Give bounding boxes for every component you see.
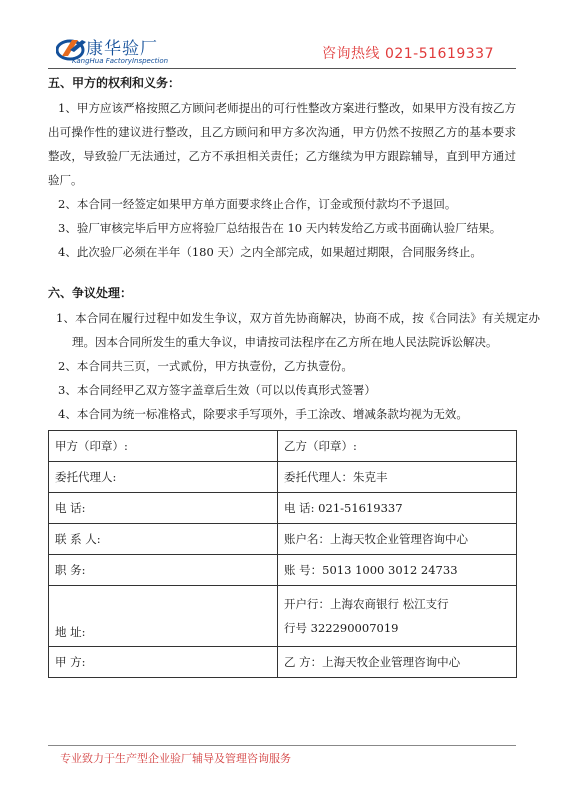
section-6-item-3: 3、本合同经甲乙双方签字盖章后生效（可以以传真形式签署） [58,383,376,397]
party-a-contact-cell: 联 系 人: [49,524,278,555]
section-5-title: 五、甲方的权利和义务： [48,76,181,90]
logo-chinese-name: 康华验厂 [86,39,158,59]
table-row [49,493,517,524]
party-b-agent-cell: 委托代理人：朱克丰 [278,462,517,493]
party-b-name-cell: 乙 方：上海天牧企业管理咨询中心 [278,647,517,678]
bank-code: 行号 322290007019 [284,621,399,635]
hotline-number: 咨询热线 021-51619337 [322,46,494,62]
party-b-bank-cell [278,586,517,647]
page-header [0,0,565,72]
section-6-item-1: 1、本合同在履行过程中如发生争议，双方首先协商解决，协商不成，按《合同法》有关规定办理。因本合同所发生的重大争议，申请按司法程序在乙方所在地人民法院诉讼解决。 [56,311,540,349]
table-row [49,555,517,586]
party-b-seal-cell: 乙方（印章）: [278,431,517,462]
table-row [49,647,517,678]
bank-name: 开户行：上海农商银行 松江支行 [284,597,449,611]
section-5-item-4: 4、此次验厂必须在半年（180 天）之内全部完成，如果超过期限，合同服务终止。 [58,245,482,259]
footer-slogan: 专业致力于生产型企业验厂辅导及管理咨询服务 [60,752,291,765]
party-a-name-cell: 甲 方: [49,647,278,678]
section-6-title: 六、争议处理： [48,286,133,300]
section-6-item-4: 4、本合同为统一标准格式，除要求手写项外，手工涂改、增减条款均视为无效。 [58,407,468,421]
footer-divider [48,745,516,746]
signature-table [48,430,517,678]
table-row [49,462,517,493]
table-row [49,431,517,462]
section-5-item-1: 1、甲方应该严格按照乙方顾问老师提出的可行性整改方案进行整改，如果甲方没有按乙方出可操作性的建议进行整改，且乙方顾问和甲方多次沟通，甲方仍然不按照乙方的基本要求整改，导致验厂无法通过，乙方不承担相关责任；乙方继续为甲方跟踪辅导，直到甲方通过验厂。 [48,101,516,187]
section-5-item-2: 2、本合同一经签定如果甲方单方面要求终止合作，订金或预付款均不予退回。 [58,197,457,211]
section-5-item-3: 3、验厂审核完毕后甲方应将验厂总结报告在 10 天内转发给乙方或书面确认验厂结果。 [58,221,502,235]
section-6-item-2: 2、本合同共三页，一式贰份，甲方执壹份，乙方执壹份。 [58,359,353,373]
party-b-account-number-cell: 账 号：5013 1000 3012 24733 [278,555,517,586]
party-a-phone-cell: 电 话: [49,493,278,524]
party-a-seal-cell: 甲方（印章）: [49,431,278,462]
party-b-account-name-cell: 账户名：上海天牧企业管理咨询中心 [278,524,517,555]
party-a-address-cell: 地 址: [49,586,278,647]
table-row [49,524,517,555]
party-a-agent-cell: 委托代理人: [49,462,278,493]
logo-english-name: KangHua FactoryInspection [72,57,169,65]
header-divider [48,68,516,69]
party-b-phone-cell: 电 话: 021-51619337 [278,493,517,524]
party-a-title-cell: 职 务: [49,555,278,586]
table-row [49,586,517,647]
